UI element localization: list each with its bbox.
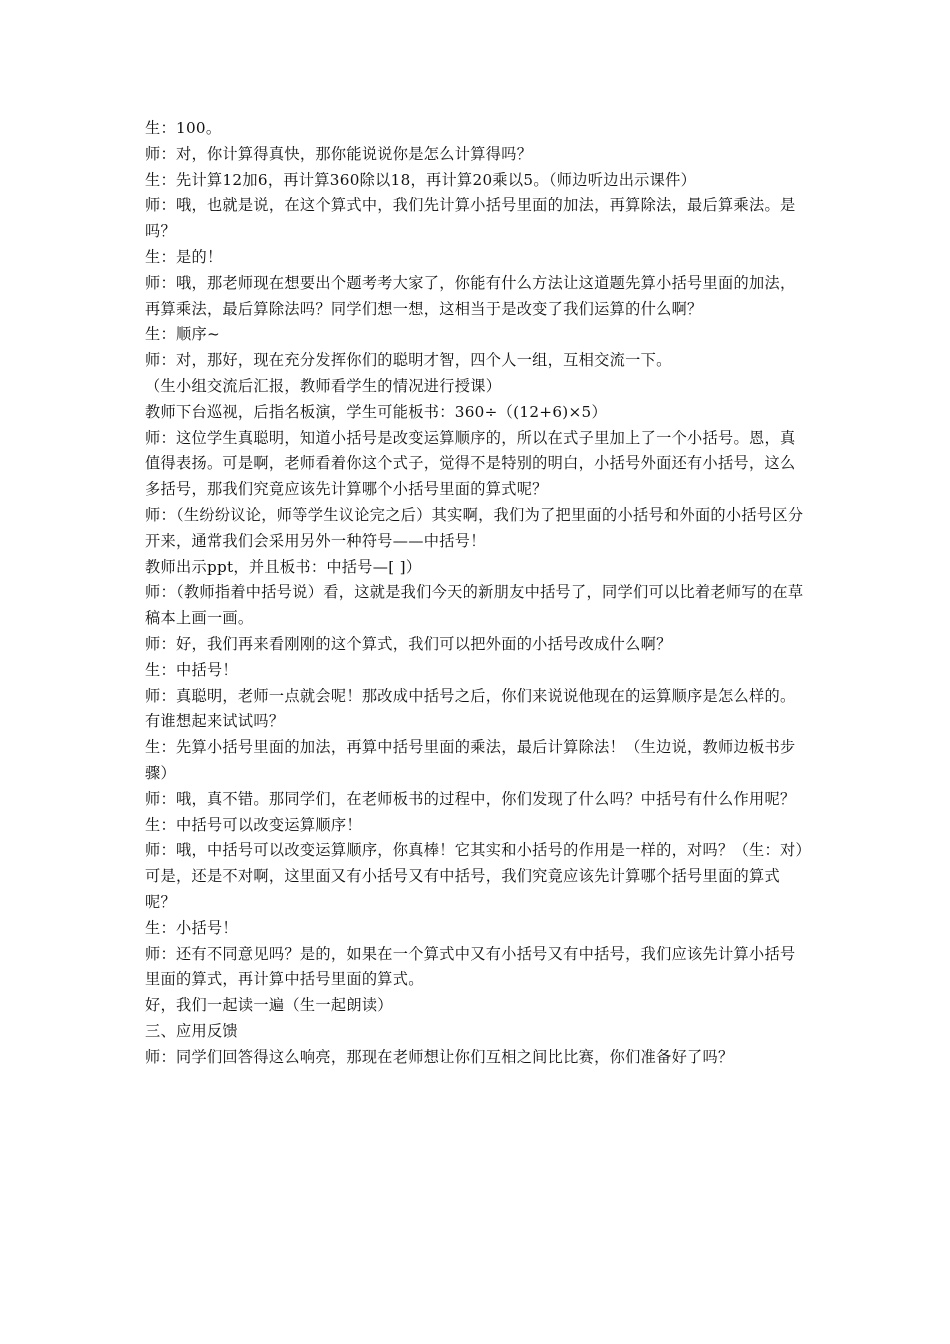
paragraph: 师：同学们回答得这么响亮，那现在老师想让你们互相之间比比赛，你们准备好了吗？ xyxy=(145,1047,734,1066)
paragraph: 师：哦，中括号可以改变运算顺序，你真棒！它其实和小括号的作用是一样的，对吗？（生：对）可是，还是不对啊，这里面又有小括号又有中括号，我们究竟应该先计算哪个括号里面的算式呢？ xyxy=(145,841,804,911)
paragraph: 生：100。 xyxy=(145,119,222,137)
paragraph: 师：哦，也就是说，在这个算式中，我们先计算小括号里面的加法，再算除法，最后算乘法。是吗？ xyxy=(145,196,796,241)
paragraph: 师：还有不同意见吗？是的，如果在一个算式中又有小括号又有中括号，我们应该先计算小括号里面的算式，再计算中括号里面的算式。 xyxy=(145,944,796,989)
paragraph: 师：好，我们再来看刚刚的这个算式，我们可以把外面的小括号改成什么啊？ xyxy=(145,634,672,653)
paragraph: 师：对，你计算得真快，那你能说说你是怎么计算得吗？ xyxy=(145,144,533,163)
paragraph: 师：哦，那老师现在想要出个题考考大家了，你能有什么方法让这道题先算小括号里面的加法，再算乘法，最后算除法吗？同学们想一想，这相当于是改变了我们运算的什么啊？ xyxy=(145,273,796,318)
paragraph: （生小组交流后汇报，教师看学生的情况进行授课） xyxy=(145,376,502,395)
paragraph: 教师下台巡视，后指名板演，学生可能板书：360÷（(12+6)×5） xyxy=(145,402,607,421)
paragraph: 生：先计算12加6，再计算360除以18，再计算20乘以5。（师边听边出示课件） xyxy=(145,170,697,189)
paragraph: 生：是的！ xyxy=(145,247,223,266)
paragraph: 生：中括号可以改变运算顺序！ xyxy=(145,815,362,834)
paragraph: 生：顺序~ xyxy=(145,325,220,344)
paragraph: 生：中括号！ xyxy=(145,660,238,679)
paragraph: 师：真聪明，老师一点就会呢！那改成中括号之后，你们来说说他现在的运算顺序是怎么样的。有谁想起来试试吗？ xyxy=(145,686,796,731)
paragraph: 师：对，那好，现在充分发挥你们的聪明才智，四个人一组，互相交流一下。 xyxy=(145,351,672,370)
paragraph: 教师出示ppt，并且板书：中括号—[ ]） xyxy=(145,557,422,576)
paragraph: 师：这位学生真聪明，知道小括号是改变运算顺序的，所以在式子里加上了一个小括号。恩，真值得表扬。可是啊，老师看着你这个式子，觉得不是特别的明白，小括号外面还有小括号，这么多括号，那我们究竟应该先计算哪个小括号里面的算式呢？ xyxy=(145,428,796,499)
document-body xyxy=(145,116,810,1070)
paragraph: 好，我们一起读一遍（生一起朗读） xyxy=(145,996,393,1015)
section-heading: 三、应用反馈 xyxy=(145,1021,238,1040)
paragraph: 师：（生纷纷议论，师等学生议论完之后）其实啊，我们为了把里面的小括号和外面的小括号区分开来，通常我们会采用另外一种符号——中括号！ xyxy=(145,505,804,550)
paragraph: 生：小括号！ xyxy=(145,918,238,937)
paragraph: 生：先算小括号里面的加法，再算中括号里面的乘法，最后计算除法！（生边说，教师边板书步骤） xyxy=(145,738,796,782)
paragraph: 师：哦，真不错。那同学们，在老师板书的过程中，你们发现了什么吗？中括号有什么作用呢？ xyxy=(145,789,796,808)
paragraph: 师：（教师指着中括号说）看，这就是我们今天的新朋友中括号了，同学们可以比着老师写的在草稿本上画一画。 xyxy=(145,583,804,628)
